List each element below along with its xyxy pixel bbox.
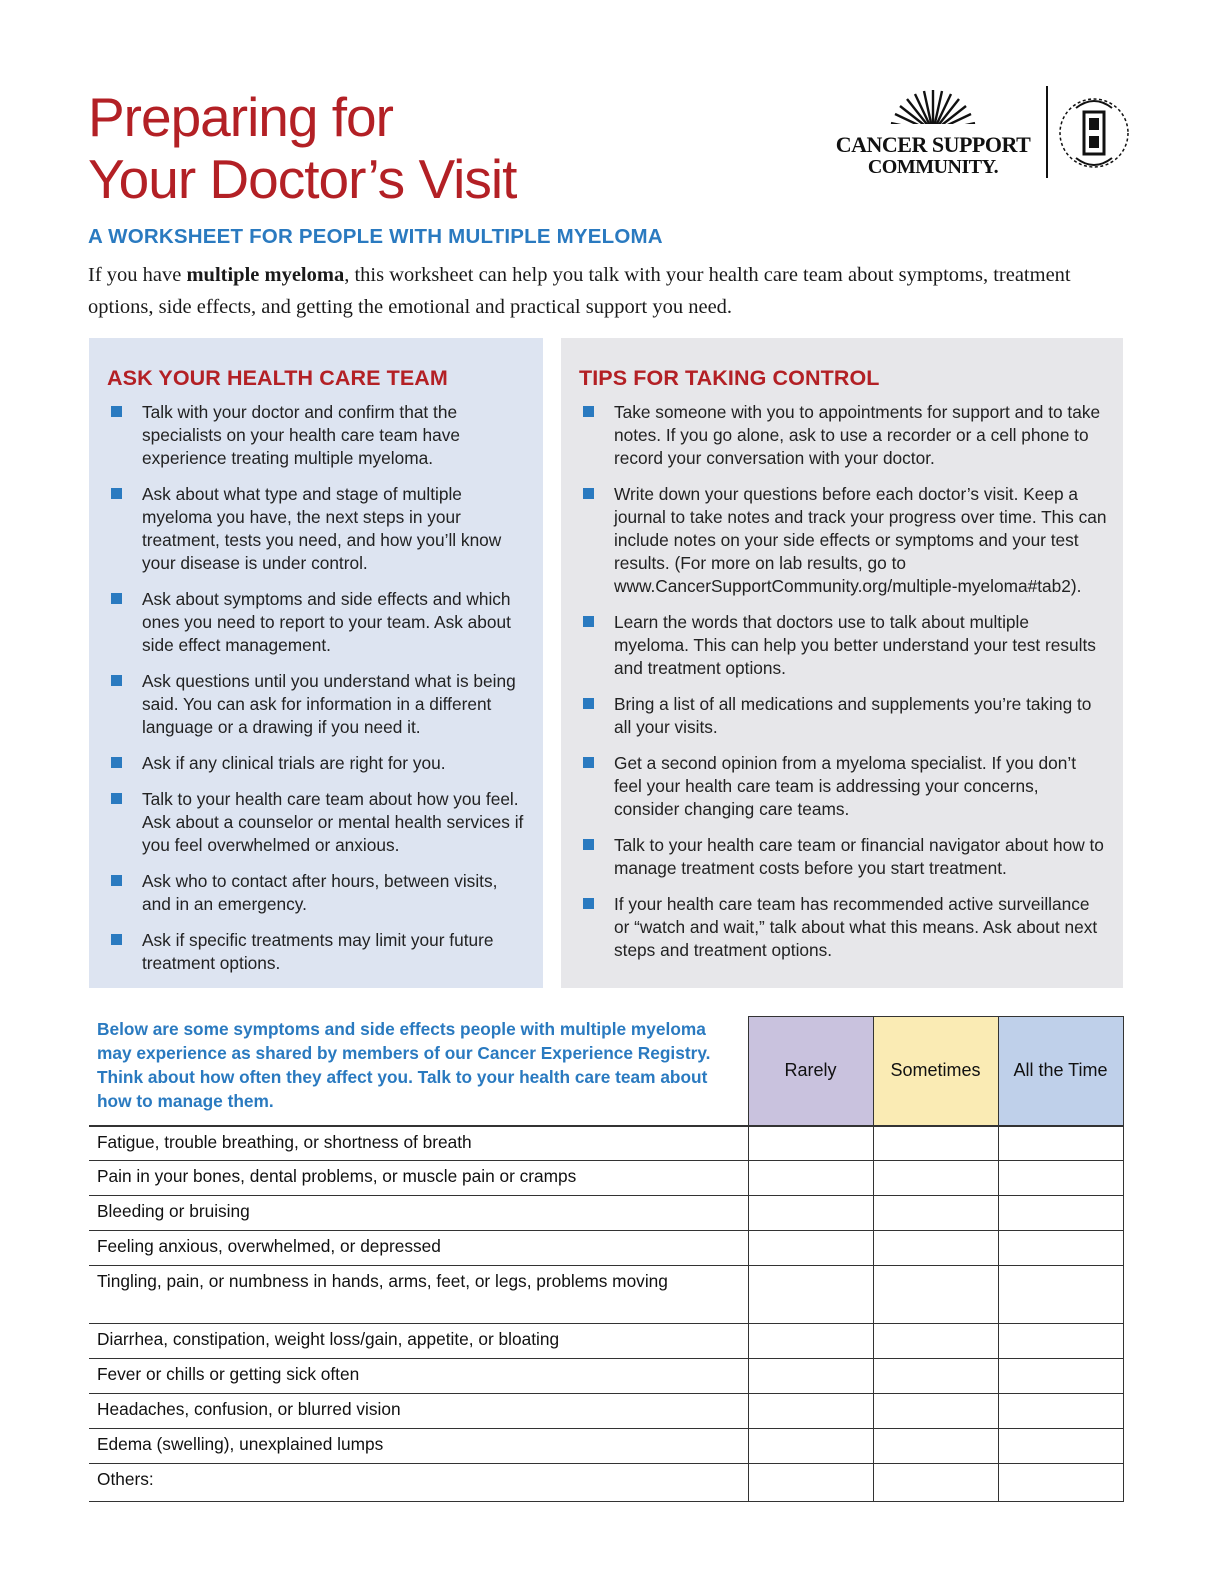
all-the-time-checkbox-cell[interactable]: [998, 1359, 1123, 1394]
bullet-square-icon: [111, 934, 122, 945]
all-the-time-checkbox-cell[interactable]: [998, 1266, 1123, 1324]
symptom-label: Feeling anxious, overwhelmed, or depressed: [89, 1231, 748, 1266]
title-line-1: Preparing for: [88, 86, 393, 148]
tips-for-taking-control-panel: [561, 338, 1123, 988]
list-item-text: If your health care team has recommended active surveillance or “watch and wait,” talk about what this means. Ask about next steps and treatment options.: [614, 894, 1098, 960]
table-intro-text: Below are some symptoms and side effects people with multiple myeloma may experience as shared by members of our Cancer Experience Registry. Think about how often they affect you. Talk to your health care team about how to manage them.: [89, 1017, 748, 1126]
table-row: [89, 1161, 1123, 1196]
rarely-checkbox-cell[interactable]: [748, 1196, 873, 1231]
list-item: [107, 483, 527, 575]
all-the-time-checkbox-cell[interactable]: [998, 1196, 1123, 1231]
list-item: [579, 611, 1107, 680]
table-row: [89, 1324, 1123, 1359]
sometimes-checkbox-cell[interactable]: [873, 1394, 998, 1429]
list-item-text: Ask about what type and stage of multiple myeloma you have, the next steps in your treatment, tests you need, and how you’ll know your disease is under control.: [142, 484, 502, 573]
list-item: [579, 693, 1107, 739]
symptom-frequency-table: [89, 1016, 1123, 1502]
rarely-checkbox-cell[interactable]: [748, 1464, 873, 1502]
column-header-sometimes: Sometimes: [873, 1017, 998, 1126]
rarely-checkbox-cell[interactable]: [748, 1231, 873, 1266]
sometimes-checkbox-cell[interactable]: [873, 1324, 998, 1359]
list-item-text: Ask questions until you understand what is being said. You can ask for information in a different language or a drawing if you need it.: [142, 671, 516, 737]
rarely-checkbox-cell[interactable]: [748, 1359, 873, 1394]
bullet-square-icon: [583, 757, 594, 768]
symptom-label: Headaches, confusion, or blurred vision: [89, 1394, 748, 1429]
symptom-label: Fever or chills or getting sick often: [89, 1359, 748, 1394]
table-row: [89, 1359, 1123, 1394]
bullet-square-icon: [583, 698, 594, 709]
list-item: [579, 834, 1107, 880]
table-row: [89, 1429, 1123, 1464]
intro-paragraph: [88, 259, 1128, 323]
list-item-text: Write down your questions before each doctor’s visit. Keep a journal to take notes and track your progress over time. This can include notes on your side effects or symptoms and your test results. (For more on lab results, go to www.CancerSupportCommunity.org/multiple-myeloma#tab2).: [614, 484, 1107, 596]
sometimes-checkbox-cell[interactable]: [873, 1359, 998, 1394]
bullet-square-icon: [583, 488, 594, 499]
table-row: [89, 1231, 1123, 1266]
list-item: [579, 401, 1107, 470]
table-row: [89, 1464, 1123, 1502]
list-item-text: Talk to your health care team about how you feel. Ask about a counselor or mental health services if you feel overwhelmed or anxious.: [142, 789, 524, 855]
bullet-square-icon: [583, 839, 594, 850]
list-item-text: Ask if specific treatments may limit your future treatment options.: [142, 930, 494, 973]
bullet-square-icon: [111, 488, 122, 499]
tips-panel-heading: TIPS FOR TAKING CONTROL: [579, 366, 880, 390]
bullet-square-icon: [583, 898, 594, 909]
title-line-2: Your Doctor’s Visit: [88, 148, 517, 210]
sometimes-checkbox-cell[interactable]: [873, 1126, 998, 1161]
sometimes-checkbox-cell[interactable]: [873, 1231, 998, 1266]
column-header-rarely: Rarely: [748, 1017, 873, 1126]
page-title: [88, 86, 516, 210]
table-header-row: [89, 1017, 1123, 1126]
rarely-checkbox-cell[interactable]: [748, 1126, 873, 1161]
ask-list: [107, 401, 527, 975]
list-item-text: Get a second opinion from a myeloma specialist. If you don’t feel your health care team is addressing your concerns, consider changing care teams.: [614, 753, 1077, 819]
symptom-label: Fatigue, trouble breathing, or shortness of breath: [89, 1126, 748, 1161]
column-header-all-the-time: All the Time: [998, 1017, 1123, 1126]
list-item-text: Talk with your doctor and confirm that the specialists on your health care team have experience treating multiple myeloma.: [142, 402, 460, 468]
symptom-label: Bleeding or bruising: [89, 1196, 748, 1231]
list-item: [107, 929, 527, 975]
rarely-checkbox-cell[interactable]: [748, 1266, 873, 1324]
tips-list: [579, 401, 1107, 962]
rarely-checkbox-cell[interactable]: [748, 1394, 873, 1429]
table-row: [89, 1126, 1123, 1161]
logo-divider: [1046, 86, 1048, 178]
ask-panel-heading: ASK YOUR HEALTH CARE TEAM: [107, 366, 448, 390]
all-the-time-checkbox-cell[interactable]: [998, 1394, 1123, 1429]
list-item-text: Bring a list of all medications and supplements you’re taking to all your visits.: [614, 694, 1092, 737]
table-row: [89, 1394, 1123, 1429]
list-item-text: Ask about symptoms and side effects and which ones you need to report to your team. Ask about side effect management.: [142, 589, 511, 655]
gildas-club-logo-icon: [1054, 88, 1134, 178]
symptom-table: [89, 1016, 1124, 1502]
list-item-text: Ask who to contact after hours, between visits, and in an emergency.: [142, 871, 498, 914]
symptom-label: Others:: [89, 1464, 748, 1502]
cancer-support-community-logo: [826, 86, 1136, 182]
intro-after: , this worksheet can help you talk with your health care team about symptoms, treatment options, side effects, and getting the emotional and practical support you need.: [88, 264, 1071, 318]
all-the-time-checkbox-cell[interactable]: [998, 1464, 1123, 1502]
bullet-square-icon: [111, 793, 122, 804]
list-item: [107, 870, 527, 916]
list-item: [579, 483, 1107, 598]
bullet-square-icon: [111, 675, 122, 686]
list-item-text: Ask if any clinical trials are right for you.: [142, 753, 446, 773]
table-row: [89, 1266, 1123, 1324]
bullet-square-icon: [583, 616, 594, 627]
bullet-square-icon: [583, 406, 594, 417]
sometimes-checkbox-cell[interactable]: [873, 1464, 998, 1502]
symptom-label: Pain in your bones, dental problems, or muscle pain or cramps: [89, 1161, 748, 1196]
list-item-text: Take someone with you to appointments for support and to take notes. If you go alone, ask to use a recorder or a cell phone to record your conversation with your doctor.: [614, 402, 1101, 468]
intro-bold: multiple myeloma: [186, 264, 345, 286]
bullet-square-icon: [111, 406, 122, 417]
all-the-time-checkbox-cell[interactable]: [998, 1161, 1123, 1196]
list-item-text: Learn the words that doctors use to talk about multiple myeloma. This can help you better understand your test results and treatment options.: [614, 612, 1096, 678]
ask-health-care-team-panel: [89, 338, 543, 988]
list-item: [107, 401, 527, 470]
bullet-square-icon: [111, 593, 122, 604]
symptom-label: Tingling, pain, or numbness in hands, arms, feet, or legs, problems moving: [89, 1266, 748, 1324]
bullet-square-icon: [111, 875, 122, 886]
list-item: [107, 670, 527, 739]
sunburst-icon: [888, 86, 978, 134]
list-item: [579, 893, 1107, 962]
symptom-label: Diarrhea, constipation, weight loss/gain, appetite, or bloating: [89, 1324, 748, 1359]
table-row: [89, 1196, 1123, 1231]
sometimes-checkbox-cell[interactable]: [873, 1429, 998, 1464]
worksheet-subtitle: A WORKSHEET FOR PEOPLE WITH MULTIPLE MYELOMA: [88, 225, 663, 248]
all-the-time-checkbox-cell[interactable]: [998, 1231, 1123, 1266]
rarely-checkbox-cell[interactable]: [748, 1429, 873, 1464]
sometimes-checkbox-cell[interactable]: [873, 1196, 998, 1231]
intro-before: If you have: [88, 264, 187, 286]
symptom-label: Edema (swelling), unexplained lumps: [89, 1429, 748, 1464]
sometimes-checkbox-cell[interactable]: [873, 1266, 998, 1324]
list-item: [107, 788, 527, 857]
sometimes-checkbox-cell[interactable]: [873, 1161, 998, 1196]
logo-text-line-2: COMMUNITY.: [867, 156, 999, 178]
bullet-square-icon: [111, 757, 122, 768]
list-item: [579, 752, 1107, 821]
all-the-time-checkbox-cell[interactable]: [998, 1429, 1123, 1464]
logo-text-line-1: CANCER SUPPORT: [835, 132, 1031, 157]
rarely-checkbox-cell[interactable]: [748, 1324, 873, 1359]
all-the-time-checkbox-cell[interactable]: [998, 1126, 1123, 1161]
list-item: [107, 588, 527, 657]
all-the-time-checkbox-cell[interactable]: [998, 1324, 1123, 1359]
rarely-checkbox-cell[interactable]: [748, 1161, 873, 1196]
list-item: [107, 752, 527, 775]
list-item-text: Talk to your health care team or financial navigator about how to manage treatment costs before you start treatment.: [614, 835, 1104, 878]
